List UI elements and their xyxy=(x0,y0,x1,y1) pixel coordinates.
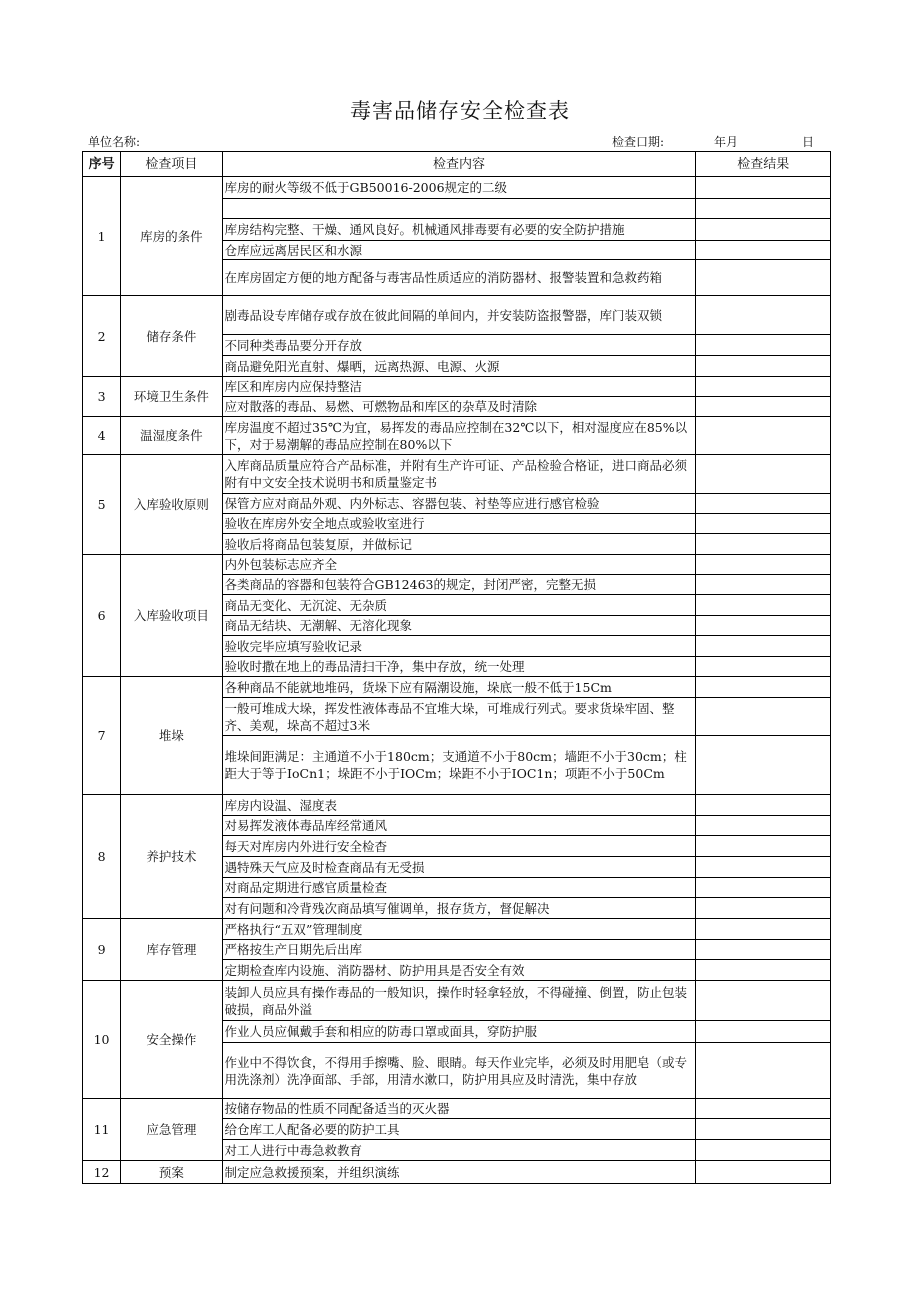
check-content: 各类商品的容器和包装符合GB12463的规定，封闭严密，完整无损 xyxy=(222,575,696,595)
header-result: 检查结果 xyxy=(696,152,831,177)
section-item-name: 养护技术 xyxy=(121,795,222,919)
check-result-cell[interactable] xyxy=(696,736,831,795)
check-result-cell[interactable] xyxy=(696,940,831,960)
check-content: 定期检查库内设施、消防器材、防护用具是否安全有效 xyxy=(222,960,696,981)
check-result-cell[interactable] xyxy=(696,199,831,219)
check-content: 各种商品不能就地堆码，货垛下应有隔潮设施，垛底一般不低于15Cm xyxy=(222,677,696,698)
check-result-cell[interactable] xyxy=(696,960,831,981)
check-result-cell[interactable] xyxy=(696,878,831,898)
table-row xyxy=(83,455,831,494)
check-result-cell[interactable] xyxy=(696,514,831,534)
check-content: 严格按生产日期先后出库 xyxy=(222,940,696,960)
section-item-name: 库存管理 xyxy=(121,919,222,981)
check-content: 对有问题和冷背残次商品填写催调单，报存货方，督促解决 xyxy=(222,898,696,919)
check-content: 应对散落的毒品、易燃、可燃物品和库区的杂草及时清除 xyxy=(222,397,696,417)
check-content: 剧毒品设专库储存或存放在彼此间隔的单间内，并安装防盗报警器，库门装双锁 xyxy=(222,296,696,335)
check-result-cell[interactable] xyxy=(696,335,831,356)
section-number: 9 xyxy=(83,919,121,981)
table-row xyxy=(83,981,831,1021)
check-result-cell[interactable] xyxy=(696,1043,831,1099)
check-result-cell[interactable] xyxy=(696,260,831,296)
check-result-cell[interactable] xyxy=(696,657,831,677)
section-number: 10 xyxy=(83,981,121,1099)
check-result-cell[interactable] xyxy=(696,1119,831,1140)
check-result-cell[interactable] xyxy=(696,816,831,836)
check-result-cell[interactable] xyxy=(696,1161,831,1184)
check-content: 每天对库房内外进行安全检杳 xyxy=(222,836,696,857)
check-result-cell[interactable] xyxy=(696,397,831,417)
check-content: 不同种类毒品要分开存放 xyxy=(222,335,696,356)
check-content: 装卸人员应具有操作毒品的一般知识，操作时轻拿轻放，不得碰撞、倒置，防止包装破损，商品外溢 xyxy=(222,981,696,1021)
check-result-cell[interactable] xyxy=(696,296,831,335)
section-number: 8 xyxy=(83,795,121,919)
check-result-cell[interactable] xyxy=(696,377,831,397)
check-result-cell[interactable] xyxy=(696,455,831,494)
section-item-name: 储存条件 xyxy=(121,296,222,377)
section-number: 4 xyxy=(83,417,121,455)
check-result-cell[interactable] xyxy=(696,1140,831,1161)
check-result-cell[interactable] xyxy=(696,636,831,657)
check-content: 库房温度不超过35℃为宜，易挥发的毒品应控制在32℃以下，相对湿度应在85%以下，对于易潮解的毒品应控制在80%以下 xyxy=(222,417,696,455)
section-number: 7 xyxy=(83,677,121,795)
check-result-cell[interactable] xyxy=(696,417,831,455)
check-date-label: 检查口期: xyxy=(612,135,665,149)
check-content: 对易挥发液体毒品库经常通风 xyxy=(222,816,696,836)
check-content: 商品无结块、无潮解、无溶化现象 xyxy=(222,616,696,636)
section-item-name: 堆垛 xyxy=(121,677,222,795)
check-content: 库房的耐火等级不低于GB50016-2006规定的二级 xyxy=(222,177,696,199)
check-result-cell[interactable] xyxy=(696,555,831,575)
check-result-cell[interactable] xyxy=(696,898,831,919)
check-content: 仓库应远离居民区和水源 xyxy=(222,241,696,260)
check-content: 库房内设温、湿度表 xyxy=(222,795,696,816)
day-label: 日 xyxy=(802,135,815,149)
check-content: 对商品定期进行感官质量检查 xyxy=(222,878,696,898)
check-content: 库区和库房内应保持整洁 xyxy=(222,377,696,397)
check-result-cell[interactable] xyxy=(696,981,831,1021)
check-content xyxy=(222,199,696,219)
check-result-cell[interactable] xyxy=(696,356,831,377)
check-result-cell[interactable] xyxy=(696,494,831,514)
section-number: 5 xyxy=(83,455,121,555)
section-item-name: 环境卫生条件 xyxy=(121,377,222,417)
check-content: 对工人进行中毒急救教育 xyxy=(222,1140,696,1161)
section-number: 11 xyxy=(83,1099,121,1161)
table-row xyxy=(83,555,831,575)
header-content: 检查内容 xyxy=(222,152,696,177)
check-content: 作业中不得饮食，不得用手擦嘴、脸、眼睛。每天作业完毕，必须及时用肥皂（或专用洗涤剂）洗净面部、手部，用清水漱口，防护用具应及时清洗，集中存放 xyxy=(222,1043,696,1099)
check-content: 作业人员应佩戴手套和相应的防毒口罩或面具，穿防护服 xyxy=(222,1021,696,1043)
check-content: 给仓库工人配备必要的防护工具 xyxy=(222,1119,696,1140)
unit-name-label: 单位名称: xyxy=(88,135,141,149)
section-item-name: 安全操作 xyxy=(121,981,222,1099)
check-content: 严格执行“五双”管理制度 xyxy=(222,919,696,940)
table-row xyxy=(83,296,831,335)
check-result-cell[interactable] xyxy=(696,177,831,199)
check-content: 商品避免阳光直射、爆晒，远离热源、电源、火源 xyxy=(222,356,696,377)
check-content: 堆垛间距满足：主通道不小于180cm；支通道不小于80cm；墙距不小于30cm；柱距大于等于IoCn1；垛距不小于IOCm；垛距不小于IOC1n；项距不小于50Cm xyxy=(222,736,696,795)
check-content: 内外包装标志应齐全 xyxy=(222,555,696,575)
check-content: 按储存物品的性质不同配备适当的灭火器 xyxy=(222,1099,696,1119)
check-content: 验收完毕应填写验收记录 xyxy=(222,636,696,657)
check-content: 制定应急救援预案，并组织演练 xyxy=(222,1161,696,1184)
check-content: 入库商品质量应符合产品标准，并附有生产许可证、产品检验合格证，进口商品必须附有中文安全技术说明书和质量鉴定书 xyxy=(222,455,696,494)
section-item-name: 预案 xyxy=(121,1161,222,1184)
check-content: 库房结构完整、干燥、通风良好。机械通风排毒要有必要的安全防护措施 xyxy=(222,219,696,241)
section-number: 6 xyxy=(83,555,121,677)
check-result-cell[interactable] xyxy=(696,616,831,636)
check-result-cell[interactable] xyxy=(696,919,831,940)
check-content: 在库房固定方便的地方配备与毒害品性质适应的消防器材、报警装置和急救药箱 xyxy=(222,260,696,296)
section-number: 3 xyxy=(83,377,121,417)
check-result-cell[interactable] xyxy=(696,1099,831,1119)
year-month-label: 年月 xyxy=(714,135,739,149)
section-item-name: 库房的条件 xyxy=(121,177,222,296)
check-result-cell[interactable] xyxy=(696,241,831,260)
section-item-name: 入库验收项目 xyxy=(121,555,222,677)
header-seq: 序号 xyxy=(83,152,121,177)
table-row xyxy=(83,919,831,940)
check-result-cell[interactable] xyxy=(696,836,831,857)
check-result-cell[interactable] xyxy=(696,1021,831,1043)
header-item: 检查项目 xyxy=(121,152,222,177)
check-result-cell[interactable] xyxy=(696,534,831,555)
check-content: 验收在库房外安全地点或验收室进行 xyxy=(222,514,696,534)
section-item-name: 温湿度条件 xyxy=(121,417,222,455)
check-result-cell[interactable] xyxy=(696,698,831,736)
section-item-name: 入库验收原则 xyxy=(121,455,222,555)
check-content: 保管方应对商品外观、内外标志、容器包装、衬垫等应进行感官检验 xyxy=(222,494,696,514)
table-row xyxy=(83,795,831,816)
check-result-cell[interactable] xyxy=(696,595,831,616)
section-number: 1 xyxy=(83,177,121,296)
check-content: 遇特殊天气应及时检查商品有无受损 xyxy=(222,857,696,878)
check-content: 商品无变化、无沉淀、无杂质 xyxy=(222,595,696,616)
table-row xyxy=(83,377,831,397)
table-body xyxy=(83,177,831,1184)
table-row xyxy=(83,177,831,199)
check-result-cell[interactable] xyxy=(696,677,831,698)
table-row xyxy=(83,1161,831,1184)
section-number: 2 xyxy=(83,296,121,377)
check-result-cell[interactable] xyxy=(696,795,831,816)
table-header-row xyxy=(83,152,831,177)
check-content: 验收后将商品包装复原，并做标记 xyxy=(222,534,696,555)
inspection-table xyxy=(82,151,831,1184)
check-content: 验收时撒在地上的毒品清扫干净，集中存放，统一处理 xyxy=(222,657,696,677)
table-row xyxy=(83,677,831,698)
check-content: 一般可堆成大垛，挥发性液体毒品不宜堆大垛，可堆成行列式。要求货垛牢固、整齐、美观，垛高不超过3米 xyxy=(222,698,696,736)
section-number: 12 xyxy=(83,1161,121,1184)
page-title: 毒害品储存安全检查表 xyxy=(350,99,570,123)
table-row xyxy=(83,1099,831,1119)
check-result-cell[interactable] xyxy=(696,219,831,241)
section-item-name: 应急管理 xyxy=(121,1099,222,1161)
check-result-cell[interactable] xyxy=(696,857,831,878)
check-result-cell[interactable] xyxy=(696,575,831,595)
table-row xyxy=(83,417,831,455)
